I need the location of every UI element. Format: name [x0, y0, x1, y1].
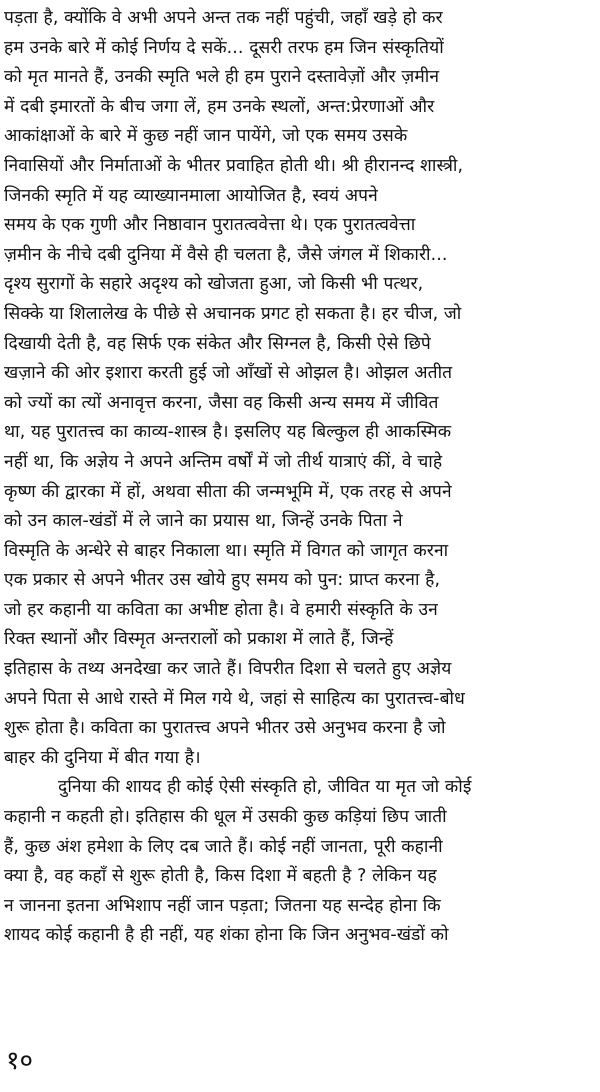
- text-line: निवासियों और निर्माताओं के भीतर प्रवाहित होती थी। श्री हीरानन्द शास्त्री,: [4, 155, 464, 176]
- text-line: कहानी न कहती हो। इतिहास की धूल में उसकी कुछ कड़ियां छिप जाती: [4, 807, 447, 828]
- text-line: आकांक्षाओं के बारे में कुछ नहीं जान पायेंगे, जो एक समय उसके: [4, 126, 408, 147]
- text-line: नहीं था, कि अज्ञेय ने अपने अन्तिम वर्षों में जो तीर्थ यात्राएं कीं, वे चाहे: [4, 451, 443, 472]
- text-line: जिनकी स्मृति में यह व्याख्यानमाला आयोजित है, स्वयं अपने: [4, 185, 378, 206]
- text-line: एक प्रकार से अपने भीतर उस खोये हुए समय को पुन: प्राप्त करना है,: [4, 570, 441, 591]
- text-line: शायद कोई कहानी है ही नहीं, यह शंका होना कि जिन अनुभव-खंडों को: [4, 925, 449, 946]
- text-line: को उन काल-खंडों में ले जाने का प्रयास था, जिन्हें उनके पिता ने: [4, 511, 403, 532]
- text-line: समय के एक गुणी और निष्ठावान पुरातत्ववेत्ता थे। एक पुरातत्ववेत्ता: [4, 215, 416, 236]
- text-line: इतिहास के तथ्य अनदेखा कर जाते हैं। विपरीत दिशा से चलते हुए अज्ञेय: [4, 659, 452, 680]
- text-line: शुरू होता है। कविता का पुरातत्त्व अपने भीतर उसे अनुभव करना है जो: [4, 718, 446, 739]
- text-line: कृष्ण की द्वारका में हों, अथवा सीता की जन्मभूमि में, एक तरह से अपने: [4, 481, 452, 502]
- text-line: हैं, कुछ अंश हमेशा के लिए दब जाते हैं। कोई नहीं जानता, पूरी कहानी: [4, 836, 443, 857]
- text-line: था, यह पुरातत्त्व का काव्य-शास्त्र है। इसलिए यह बिल्कुल ही आकस्मिक: [4, 422, 452, 443]
- paragraph-start-line: दुनिया की शायद ही कोई ऐसी संस्कृति हो, जीवित या मृत जो कोई: [58, 777, 472, 798]
- text-line: पड़ता है, क्योंकि वे अभी अपने अन्त तक नहीं पहुंची, जहाँ खड़े हो कर: [4, 8, 443, 28]
- text-line: दिखायी देती है, वह सिर्फ एक संकेत और सिग्नल है, किसी ऐसे छिपे: [4, 333, 431, 354]
- text-line: अपने पिता से आधे रास्ते में मिल गये थे, जहां से साहित्य का पुरातत्त्व-बोध: [4, 688, 465, 709]
- text-line: खज़ाने की ओर इशारा करती हुई जो आँखों से ओझल है। ओझल अतीत: [4, 363, 453, 384]
- text-line: क्या है, वह कहाँ से शुरू होती है, किस दिशा में बहती है ? लेकिन यह: [4, 866, 437, 887]
- text-line: ज़मीन के नीचे दबी दुनिया में वैसे ही चलता है, जैसे जंगल में शिकारी...: [4, 244, 448, 265]
- text-line: रिक्त स्थानों और विस्मृत अन्तरालों को प्रकाश में लाते हैं, जिन्हें: [4, 629, 394, 650]
- text-line: सिक्के या शिलालेख के पीछे से अचानक प्रगट हो सकता है। हर चीज, जो: [4, 303, 462, 324]
- text-line: हम उनके बारे में कोई निर्णय दे सकें... दूसरी तरफ हम जिन संस्कृतियों: [4, 37, 444, 58]
- text-line: जो हर कहानी या कविता का अभीष्ट होता है। वे हमारी संस्कृति के उन: [4, 599, 438, 620]
- body-text: [4, 4, 594, 951]
- page-number: १०: [6, 1046, 34, 1076]
- text-line: को ज्यों का त्यों अनावृत्त करना, जैसा वह किसी अन्य समय में जीवित: [4, 392, 439, 413]
- text-line: को मृत मानते हैं, उनकी स्मृति भले ही हम पुराने दस्तावेज़ों और ज़मीन: [4, 67, 440, 88]
- text-line: न जानना इतना अभिशाप नहीं जान पड़ता; जितना यह सन्देह होना कि: [4, 895, 441, 916]
- text-line: बाहर की दुनिया में बीत गया है।: [4, 747, 201, 768]
- text-line: विस्मृति के अन्धेरे से बाहर निकाला था। स्मृति में विगत को जागृत करना: [4, 540, 449, 561]
- text-line: में दबी इमारतों के बीच जगा लें, हम उनके स्थलों, अन्त:प्रेरणाओं और: [4, 96, 435, 117]
- text-line: दृश्य सुरागों के सहारे अदृश्य को खोजता हुआ, जो किसी भी पत्थर,: [4, 274, 424, 295]
